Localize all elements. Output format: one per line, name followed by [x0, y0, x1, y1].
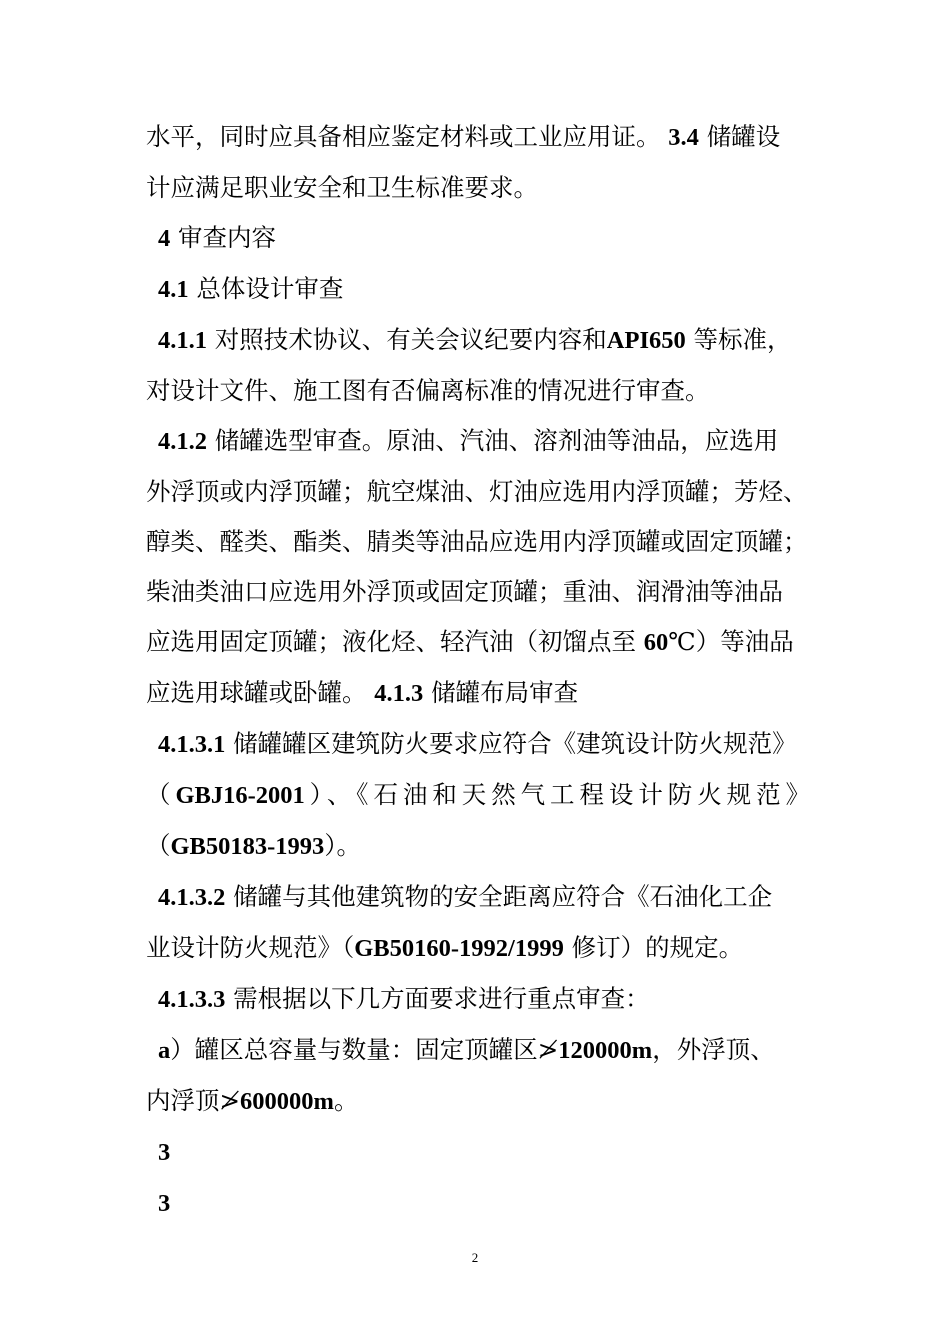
text-span: ，外浮顶、	[652, 1035, 775, 1064]
paragraph-4-1-1	[146, 315, 810, 416]
capacity-value: 600000m	[240, 1088, 334, 1115]
standard-code: GB50183-1993	[170, 833, 325, 860]
section-number-4-1-2: 4.1.2	[158, 428, 207, 455]
stray-number-line	[146, 1127, 810, 1178]
text-span: 醇类、醛类、酯类、腈类等油品应选用内浮顶罐或固定顶罐；	[146, 527, 808, 556]
page-number: 2	[471, 1250, 479, 1265]
section-number-4-1: 4.1	[158, 276, 189, 303]
stray-number: 3	[158, 1139, 171, 1166]
heading-section-4-1	[146, 264, 810, 315]
text-span: 储罐设	[698, 122, 781, 151]
text-span: 水平，同时应具备相应鉴定材料或工业应用证。	[146, 122, 661, 151]
text-span: 储罐罐区建筑防火要求应符合《建筑设计防火规范》	[225, 729, 797, 758]
text-span: 应选用球罐或卧罐。	[146, 678, 367, 707]
section-number-4-1-3: 4.1.3	[374, 680, 424, 707]
section-number-4-1-3-1: 4.1.3.1	[158, 731, 226, 758]
heading-text: 总体设计审查	[188, 274, 344, 303]
standard-code: GBJ16-2001	[175, 782, 305, 809]
section-number-4-1-3-3: 4.1.3.3	[158, 986, 226, 1013]
document-body	[146, 112, 810, 1229]
paragraph-4-1-3-2	[146, 872, 810, 974]
paragraph-3-3-continued	[146, 112, 810, 213]
text-span: 储罐布局审查	[423, 678, 579, 707]
section-number-4-1-3-2: 4.1.3.2	[158, 884, 226, 911]
text-span: 计应满足职业安全和卫生标准要求。	[146, 173, 538, 202]
text-span: 需根据以下几方面要求进行重点审查：	[225, 984, 650, 1013]
heading-section-4	[146, 213, 810, 264]
text-span: ）。	[324, 831, 362, 860]
standard-code: API650	[606, 327, 686, 354]
heading-text: 审查内容	[170, 223, 277, 252]
standard-code: GB50160-1992/1999	[354, 935, 564, 962]
text-span: （	[146, 780, 176, 809]
stray-number: 3	[158, 1190, 171, 1217]
section-number-4: 4	[158, 225, 171, 252]
text-span: 内浮顶≯	[146, 1086, 241, 1115]
text-span: 。	[333, 1086, 359, 1115]
section-number-3-4: 3.4	[668, 124, 699, 151]
text-span: 储罐选型审查。原油、汽油、溶剂油等油品，应选用	[207, 426, 779, 455]
stray-number-line	[146, 1178, 810, 1229]
text-span: 外浮顶或内浮顶罐；航空煤油、灯油应选用内浮顶罐；芳烃、	[146, 477, 808, 506]
text-span: 柴油类油口应选用外浮顶或固定顶罐；重油、润滑油等油品	[146, 577, 783, 606]
paragraph-4-1-3-3	[146, 974, 810, 1025]
text-span: 业设计防火规范》（	[146, 933, 355, 962]
list-marker-a: a	[158, 1037, 171, 1064]
text-span: ）罐区总容量与数量：固定顶罐区≯	[170, 1035, 559, 1064]
text-span: ）、《石油和天然气工程设计防火规范》	[304, 780, 811, 809]
temperature-value: 60	[643, 629, 669, 656]
text-span: 对设计文件、施工图有否偏离标准的情况进行审查。	[146, 376, 710, 405]
text-span: 修订）的规定。	[563, 933, 744, 962]
text-span: 等标准，	[685, 325, 792, 354]
list-item-a	[146, 1025, 810, 1127]
capacity-value: 120000m	[558, 1037, 653, 1064]
text-span: ℃）等油品	[668, 627, 794, 656]
paragraph-4-1-2	[146, 416, 810, 719]
paragraph-4-1-3-1	[146, 719, 810, 872]
text-span: 应选用固定顶罐；液化烃、轻汽油（初馏点至	[146, 627, 636, 656]
section-number-4-1-1: 4.1.1	[158, 327, 207, 354]
text-span: 储罐与其他建筑物的安全距离应符合《石油化工企	[225, 882, 773, 911]
spread-line	[146, 770, 810, 821]
text-span: 对照技术协议、有关会议纪要内容和	[207, 325, 607, 354]
text-span: （	[146, 831, 171, 860]
